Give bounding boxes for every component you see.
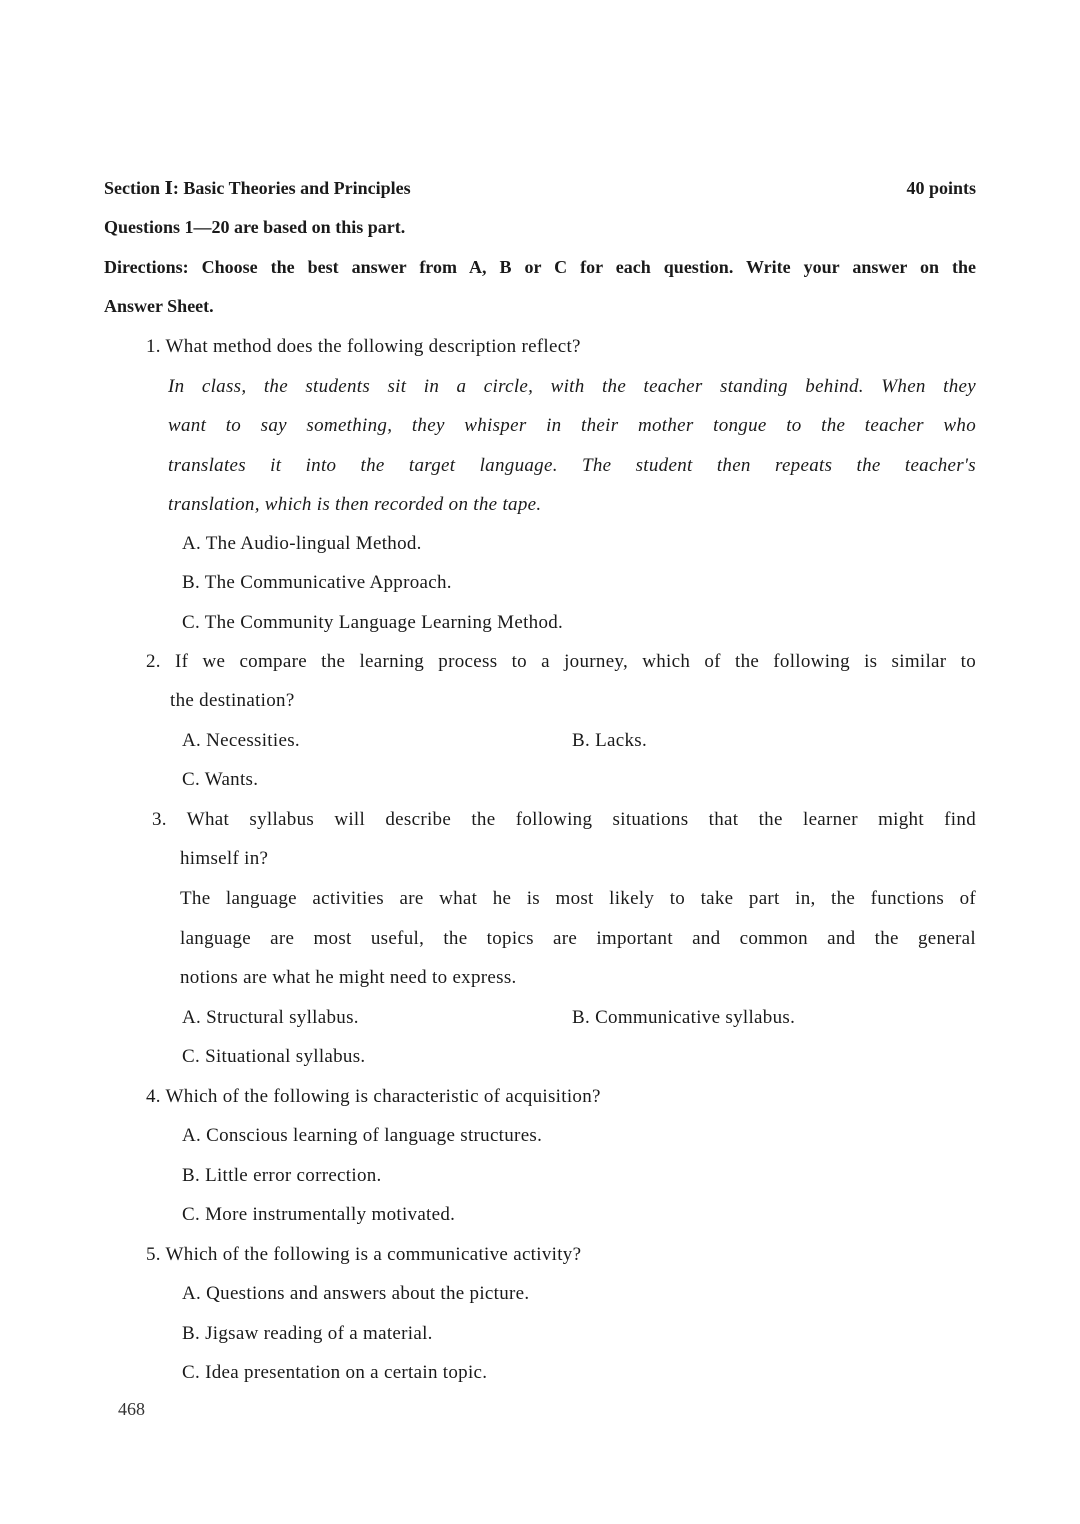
question-5-stem: 5. Which of the following is a communicative activity? xyxy=(146,1244,582,1265)
question-5-option-a: A. Questions and answers about the picture. xyxy=(182,1283,530,1304)
question-1-passage-line-3: translates it into the target language. The student then repeats the teacher's xyxy=(168,455,976,476)
question-1-option-c: C. The Community Language Learning Method. xyxy=(182,612,564,633)
directions-line-2: Answer Sheet. xyxy=(104,296,214,316)
question-3-option-a: A. Structural syllabus. xyxy=(182,1007,359,1028)
question-3-passage-line-1: The language activities are what he is most likely to take part in, the functions of xyxy=(180,888,976,909)
question-3-stem-line-1: 3. What syllabus will describe the following situations that the learner might find xyxy=(152,809,976,830)
questions-range: Questions 1—20 are based on this part. xyxy=(104,217,406,237)
question-3-option-b: B. Communicative syllabus. xyxy=(572,1007,796,1028)
question-2-option-c: C. Wants. xyxy=(182,769,259,790)
question-2-option-b: B. Lacks. xyxy=(572,730,647,751)
section-title: Section Ⅰ: Basic Theories and Principles xyxy=(104,178,411,198)
directions-line-1: Directions: Choose the best answer from A, B or C for each question. Write your answer on the xyxy=(104,257,976,277)
question-2-option-a: A. Necessities. xyxy=(182,730,300,751)
question-3-option-c: C. Situational syllabus. xyxy=(182,1046,366,1067)
question-1-option-a: A. The Audio-lingual Method. xyxy=(182,533,422,554)
question-4-option-c: C. More instrumentally motivated. xyxy=(182,1204,456,1225)
question-5-option-b: B. Jigsaw reading of a material. xyxy=(182,1323,433,1344)
question-4-stem: 4. Which of the following is characteristic of acquisition? xyxy=(146,1086,601,1107)
question-1-passage-line-2: want to say something, they whisper in their mother tongue to the teacher who xyxy=(168,415,976,436)
question-3-passage-line-3: notions are what he might need to express. xyxy=(180,967,517,988)
question-4-option-a: A. Conscious learning of language structures. xyxy=(182,1125,543,1146)
question-4-option-b: B. Little error correction. xyxy=(182,1165,382,1186)
question-1-stem: 1. What method does the following description reflect? xyxy=(146,336,581,357)
section-points: 40 points xyxy=(906,178,976,198)
question-5-option-c: C. Idea presentation on a certain topic. xyxy=(182,1362,488,1383)
question-2-stem-line-2: the destination? xyxy=(170,690,295,711)
question-3-stem-line-2: himself in? xyxy=(180,848,269,869)
page-number: 468 xyxy=(118,1399,145,1419)
question-2-stem-line-1: 2. If we compare the learning process to a journey, which of the following is similar to xyxy=(146,651,976,672)
question-1-passage-line-4: translation, which is then recorded on the tape. xyxy=(168,494,542,515)
question-1-option-b: B. The Communicative Approach. xyxy=(182,572,452,593)
question-3-passage-line-2: language are most useful, the topics are important and common and the general xyxy=(180,928,976,949)
question-1-passage-line-1: In class, the students sit in a circle, with the teacher standing behind. When they xyxy=(168,376,976,397)
